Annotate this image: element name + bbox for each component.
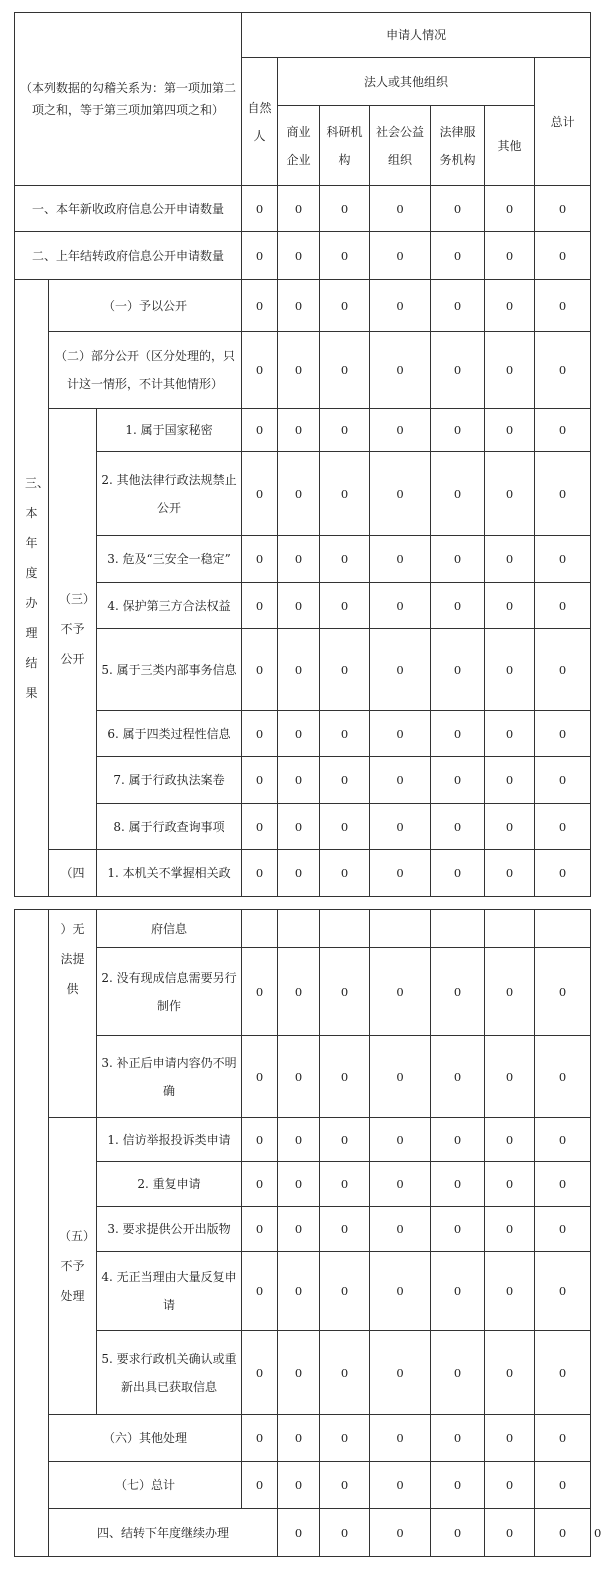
row-label: 4. 保护第三方合法权益: [97, 583, 242, 629]
cell-value: 0: [320, 186, 370, 232]
row-label: 2. 没有现成信息需要另行制作: [97, 948, 242, 1036]
cell-value: 0: [320, 1509, 370, 1557]
cell-value: 0: [485, 332, 535, 409]
table-row: [15, 948, 591, 1036]
table-row: [15, 186, 591, 232]
cell-value: 0: [431, 804, 485, 850]
cell-empty: [320, 910, 370, 948]
row-label: 四、结转下年度继续办理: [49, 1509, 278, 1557]
no-process-group-label: （五）不予处理: [49, 1118, 97, 1415]
cell-value: 0: [370, 186, 431, 232]
table-row: [15, 409, 591, 452]
cell-value: 0: [320, 850, 370, 897]
cell-value: 0: [370, 409, 431, 452]
cell-value: 0: [242, 1118, 278, 1162]
cell-value: 0: [485, 1036, 535, 1118]
cell-value: 0: [535, 1162, 591, 1207]
row-label: 府信息: [97, 910, 242, 948]
cell-value: 0: [535, 1207, 591, 1252]
row-label: 1. 本机关不掌握相关政: [97, 850, 242, 897]
table-row: [15, 850, 591, 897]
cell-value: 0: [485, 1207, 535, 1252]
cell-value: 0: [485, 186, 535, 232]
cell-value: 0: [485, 804, 535, 850]
cell-value: 0: [431, 948, 485, 1036]
cell-value: 0: [370, 1118, 431, 1162]
cell-value: 0: [535, 1509, 591, 1557]
cell-value: 0: [485, 629, 535, 711]
cell-value: 0: [431, 850, 485, 897]
cell-value: 0: [278, 804, 320, 850]
cell-value: 0: [278, 583, 320, 629]
cell-value: 0: [485, 232, 535, 280]
social-welfare-header: 社会公益组织: [370, 106, 431, 186]
cell-value: 0: [370, 1462, 431, 1509]
cell-value: 0: [278, 280, 320, 332]
cell-value: 0: [278, 1415, 320, 1462]
cell-value: 0: [370, 1207, 431, 1252]
cell-value: 0: [370, 332, 431, 409]
cell-value: 0: [485, 536, 535, 583]
row-label: 1. 信访举报投诉类申请: [97, 1118, 242, 1162]
cell-value: 0: [370, 1162, 431, 1207]
cell-value: 0: [485, 1462, 535, 1509]
cell-value: 0: [320, 948, 370, 1036]
natural-person-header: 自然人: [242, 58, 278, 186]
cell-value: 0: [320, 1118, 370, 1162]
cell-value: 0: [242, 1207, 278, 1252]
cell-value: 0: [535, 1462, 591, 1509]
cell-value: 0: [535, 1331, 591, 1415]
cell-value: 0: [278, 711, 320, 757]
cell-value: 0: [370, 452, 431, 536]
cell-value: 0: [535, 804, 591, 850]
cell-value: 0: [370, 1509, 431, 1557]
cell-value: 0: [370, 232, 431, 280]
cell-value: 0: [485, 850, 535, 897]
cell-value: 0: [431, 536, 485, 583]
cell-value: 0: [485, 280, 535, 332]
row-label: 3. 要求提供公开出版物: [97, 1207, 242, 1252]
cell-value: 0: [370, 804, 431, 850]
cell-value: 0: [320, 332, 370, 409]
cell-value: 0: [242, 1462, 278, 1509]
research-header: 科研机构: [320, 106, 370, 186]
cell-empty: [485, 910, 535, 948]
row-label: 6. 属于四类过程性信息: [97, 711, 242, 757]
cell-value: 0: [278, 1207, 320, 1252]
cell-value: 0: [535, 1118, 591, 1162]
cell-value: 0: [370, 1331, 431, 1415]
cell-value: 0: [370, 1415, 431, 1462]
cell-value: 0: [242, 629, 278, 711]
cell-value: 0: [320, 1036, 370, 1118]
cell-value: 0: [278, 629, 320, 711]
cell-value: 0: [242, 1036, 278, 1118]
cell-value: 0: [278, 452, 320, 536]
cell-value: 0: [535, 452, 591, 536]
other-header: 其他: [485, 106, 535, 186]
cell-value: 0: [485, 452, 535, 536]
cell-empty: [242, 910, 278, 948]
cell-value: 0: [370, 536, 431, 583]
cell-value: 0: [431, 629, 485, 711]
cell-value: 0: [320, 1415, 370, 1462]
table-row: [15, 1207, 591, 1252]
cell-value: 0: [278, 536, 320, 583]
cell-value: 0: [278, 232, 320, 280]
cell-value: 0: [535, 948, 591, 1036]
row-label: 2. 重复申请: [97, 1162, 242, 1207]
cell-value: 0: [278, 1162, 320, 1207]
cell-value: 0: [320, 536, 370, 583]
cell-value: 0: [485, 757, 535, 804]
cell-value: 0: [320, 1252, 370, 1331]
cell-value: 0: [485, 1118, 535, 1162]
cell-value: 0: [431, 1415, 485, 1462]
row-label: 1. 属于国家秘密: [97, 409, 242, 452]
cell-value: 0: [320, 757, 370, 804]
table-row: [15, 629, 591, 711]
row-label: （七）总计: [49, 1462, 242, 1509]
cell-value: 0: [242, 804, 278, 850]
table-row: [15, 280, 591, 332]
cell-value: 0: [242, 186, 278, 232]
row-label: 一、本年新收政府信息公开申请数量: [15, 186, 242, 232]
cell-value: 0: [431, 757, 485, 804]
row-label: 7. 属于行政执法案卷: [97, 757, 242, 804]
table-row: [15, 1118, 591, 1162]
section-three-continued: [15, 910, 49, 1557]
business-header: 商业企业: [278, 106, 320, 186]
cell-value: 0: [431, 711, 485, 757]
cell-value: 0: [242, 1252, 278, 1331]
section-three-label: 三、本年度办理结果: [15, 280, 49, 897]
cell-value: 0: [320, 280, 370, 332]
cell-value: 0: [535, 1415, 591, 1462]
cell-value: 0: [431, 583, 485, 629]
cell-value: 0: [370, 583, 431, 629]
cell-empty: [431, 910, 485, 948]
cell-value: 0: [242, 948, 278, 1036]
table-row: [15, 1252, 591, 1331]
table-row: [15, 1162, 591, 1207]
cell-value: 0: [535, 583, 591, 629]
cell-empty: [278, 910, 320, 948]
cell-value: 0: [320, 804, 370, 850]
table-row: [15, 1462, 591, 1509]
cell-value: 0: [431, 1331, 485, 1415]
cell-value: 0: [485, 948, 535, 1036]
cell-value: 0: [535, 757, 591, 804]
cell-value: 0: [242, 583, 278, 629]
cell-value: 0: [278, 1036, 320, 1118]
cell-value: 0: [431, 452, 485, 536]
legal-and-other-header: 法人或其他组织: [278, 58, 535, 106]
cell-value: 0: [535, 409, 591, 452]
cell-value: 0: [535, 1252, 591, 1331]
cell-value: 0: [278, 1462, 320, 1509]
cell-value: 0: [242, 1331, 278, 1415]
cell-value: 0: [278, 757, 320, 804]
cell-value: 0: [370, 711, 431, 757]
cell-value: 0: [485, 1252, 535, 1331]
cell-value: 0: [370, 757, 431, 804]
cell-value: 0: [485, 1509, 535, 1557]
cell-value: 0: [370, 948, 431, 1036]
table-row: [15, 1331, 591, 1415]
cell-value: 0: [431, 1162, 485, 1207]
table-row: 四、结转下年度继续办理 0 0 0 0 0 0 0: [15, 1509, 591, 1557]
unable-group-label-part1: （四: [49, 850, 97, 897]
cell-value: 0: [320, 232, 370, 280]
cell-value: 0: [431, 1207, 485, 1252]
applicant-situation-header: 申请人情况: [242, 13, 591, 58]
table-row: [15, 1036, 591, 1118]
row-label: 3. 危及“三安全一稳定”: [97, 536, 242, 583]
cell-value: 0: [431, 232, 485, 280]
not-open-group-label: （三）不予公开: [49, 409, 97, 850]
cell-value: 0: [535, 711, 591, 757]
cell-value: 0: [278, 850, 320, 897]
cell-value: 0: [535, 332, 591, 409]
cell-value: 0: [242, 1162, 278, 1207]
cell-value: 0: [242, 280, 278, 332]
cell-value: 0: [278, 332, 320, 409]
row-label: 5. 要求行政机关确认或重新出具已获取信息: [97, 1331, 242, 1415]
row-label: （六）其他处理: [49, 1415, 242, 1462]
statistics-table-top: [14, 12, 591, 897]
row-label: 3. 补正后申请内容仍不明确: [97, 1036, 242, 1118]
cell-value: 0: [278, 409, 320, 452]
row-label: 二、上年结转政府信息公开申请数量: [15, 232, 242, 280]
statistics-table-bottom: [14, 909, 601, 1557]
cell-value: 0: [485, 711, 535, 757]
cell-value: 0: [320, 409, 370, 452]
unable-group-label-part2: ）无法提供: [49, 910, 97, 1118]
cell-value: 0: [370, 1036, 431, 1118]
cell-value: 0: [370, 629, 431, 711]
row-label: 8. 属于行政查询事项: [97, 804, 242, 850]
cell-value: 0: [431, 186, 485, 232]
cell-empty: [370, 910, 431, 948]
table-row: [15, 536, 591, 583]
cell-value: 0: [242, 711, 278, 757]
cell-value: 0: [242, 409, 278, 452]
cell-value: 0: [485, 409, 535, 452]
cell-value: 0: [535, 629, 591, 711]
table-row: [15, 910, 591, 948]
row-label: （一）予以公开: [49, 280, 242, 332]
cell-value: 0: [370, 850, 431, 897]
table-row: [15, 1415, 591, 1462]
cell-value: 0: [485, 1415, 535, 1462]
cell-value: 0: [431, 1252, 485, 1331]
cell-value: 0: [278, 1118, 320, 1162]
cell-value: 0: [431, 1462, 485, 1509]
table-row: [15, 583, 591, 629]
cell-value: 0: [320, 711, 370, 757]
cell-value: 0: [485, 1162, 535, 1207]
cell-value: 0: [535, 232, 591, 280]
table-row: [15, 232, 591, 280]
cell-value: 0: [242, 1415, 278, 1462]
cell-value: 0: [535, 536, 591, 583]
cell-value: 0: [242, 850, 278, 897]
cell-value: 0: [485, 583, 535, 629]
table-row: [15, 452, 591, 536]
cell-value: 0: [242, 536, 278, 583]
cell-value: 0: [370, 1252, 431, 1331]
cell-value: 0: [320, 629, 370, 711]
cell-value: 0: [431, 1509, 485, 1557]
row-label: 5. 属于三类内部事务信息: [97, 629, 242, 711]
cell-value: 0: [242, 452, 278, 536]
cell-value: 0: [535, 186, 591, 232]
cell-value: 0: [535, 280, 591, 332]
cell-value: 0: [431, 1118, 485, 1162]
cell-value: 0: [320, 1462, 370, 1509]
row-label: 4. 无正当理由大量反复申请: [97, 1252, 242, 1331]
cell-value: 0: [320, 583, 370, 629]
cell-value: 0: [278, 948, 320, 1036]
header-note: （本列数据的勾稽关系为：第一项加第二项之和，等于第三项加第四项之和）: [15, 13, 242, 186]
cell-value: 0: [370, 280, 431, 332]
cell-value: 0: [278, 186, 320, 232]
total-header: 总计: [535, 58, 591, 186]
cell-value: 0: [320, 1162, 370, 1207]
cell-value: 0: [278, 1509, 320, 1557]
table-row: [15, 332, 591, 409]
cell-value: 0: [431, 280, 485, 332]
cell-value: 0: [242, 232, 278, 280]
cell-empty: [535, 910, 591, 948]
cell-value: 0: [431, 409, 485, 452]
cell-value: 0: [242, 332, 278, 409]
cell-value: 0: [278, 1252, 320, 1331]
table-row: [15, 757, 591, 804]
cell-value: 0: [535, 1036, 591, 1118]
row-label: 2. 其他法律行政法规禁止公开: [97, 452, 242, 536]
cell-value: 0: [320, 1331, 370, 1415]
row-label: （二）部分公开（区分处理的，只计这一情形，不计其他情形）: [49, 332, 242, 409]
cell-value: 0: [485, 1331, 535, 1415]
table-row: [15, 711, 591, 757]
cell-value: 0: [242, 757, 278, 804]
cell-value: 0: [535, 850, 591, 897]
cell-value: 0: [320, 1207, 370, 1252]
cell-value: 0: [431, 1036, 485, 1118]
legal-service-header: 法律服务机构: [431, 106, 485, 186]
cell-value: 0: [431, 332, 485, 409]
table-row: [15, 804, 591, 850]
cell-value: 0: [320, 452, 370, 536]
cell-value: 0: [278, 1331, 320, 1415]
